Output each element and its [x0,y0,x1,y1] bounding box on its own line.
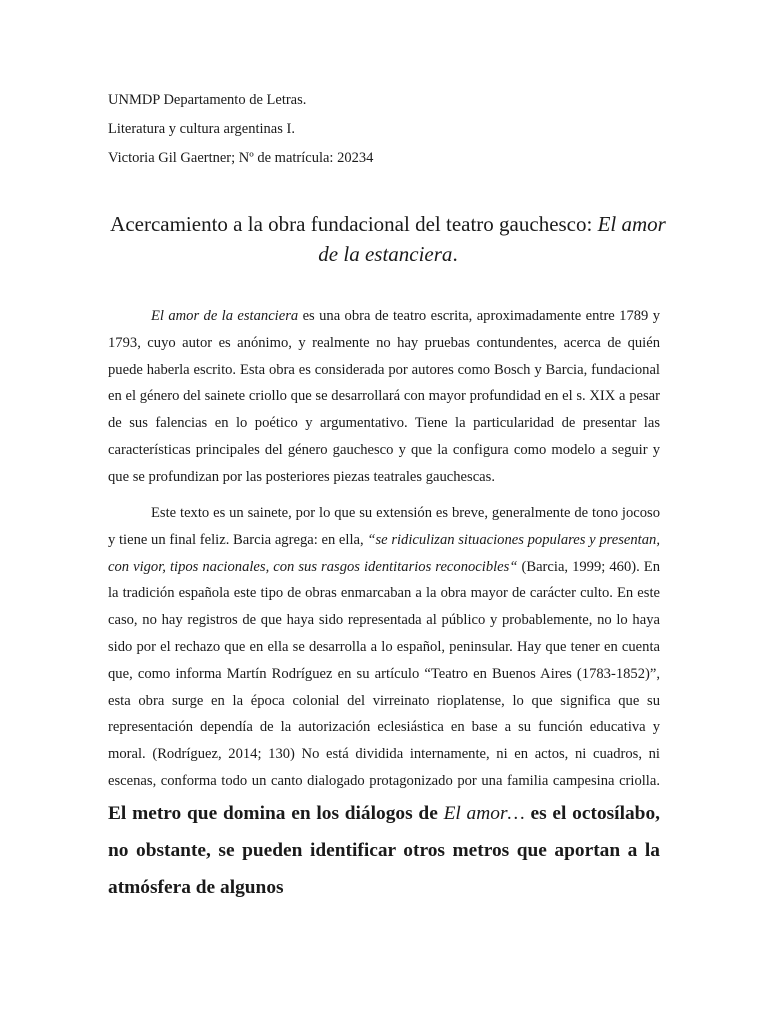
para2-bold-b: es el octosílabo, no obstante, se pueden identificar otros metros que aportan a la atmósfera de algunos [108,802,660,898]
para2-bold-italic: El amor… [443,802,525,824]
paragraph-1 [108,303,660,491]
para1-italic-start: El amor de la estanciera [151,308,299,324]
para1-text: es una obra de teatro escrita, aproximadamente entre 1789 y 1793, cuyo autor es anónimo, y realmente no hay pruebas contundentes, acerca de quién puede haberla escrito. Esta obra es considerada por autores como Bosch y Barcia, fundacional en el género del sainete criollo que se desarrollará con mayor profundidad en el s. XIX a pesar de sus falencias en lo poético y argumentativo. Tiene la particularidad de presentar las características principales del género gauchesco y que la configura como modelo a seguir y que se profundizan por las posteriores piezas teatrales gauchescas. [108,308,661,485]
header-course: Literatura y cultura argentinas I. [108,121,295,137]
para2-text-b: (Barcia, 1999; 460). En la tradición española este tipo de obras enmarcaban a la obra mayor de carácter culto. En este caso, no hay registros de que haya sido representada al público y probablemente, no lo haya sido por el rechazo que en ella se desarrolla a lo español, peninsular. Hay que tener en cuenta que, como informa Martín Rodríguez en su artículo “Teatro en Buenos Aires (1783-1852)”, esta obra surge en la época colonial del virreinato rioplatense, lo que significa que su representación dependía de la autorización eclesiástica en base a su función educativa y moral. (Rodríguez, 2014; 130) No está dividida internamente, ni en actos, ni cuadros, ni escenas, conforma todo un canto dialogado protagonizado por una familia campesina criolla. [108,558,660,789]
para2-bold-text [108,803,660,898]
document-header [108,90,668,177]
para2-bold-a: El metro que domina en los diálogos de [108,802,444,824]
title-text: Acercamiento a la obra fundacional del teatro gauchesco: [110,212,598,236]
para2-quote: “se ridiculizan situaciones populares y presentan, con vigor, tipos nacionales, con sus rasgos identitarios reconocibles“ [108,531,660,575]
document-title [100,209,676,269]
para2-text-a: Este texto es un sainete, por lo que su extensión es breve, generalmente de tono jocoso y tiene un final feliz. Barcia agrega: en ella, [108,505,660,548]
title-end: . [452,242,458,266]
header-institution: UNMDP Departamento de Letras. [108,92,307,108]
title-italic: El amor de la estanciera [318,212,666,266]
paragraph-2 [108,500,660,906]
header-author: Victoria Gil Gaertner; Nº de matrícula: 20234 [108,150,374,166]
